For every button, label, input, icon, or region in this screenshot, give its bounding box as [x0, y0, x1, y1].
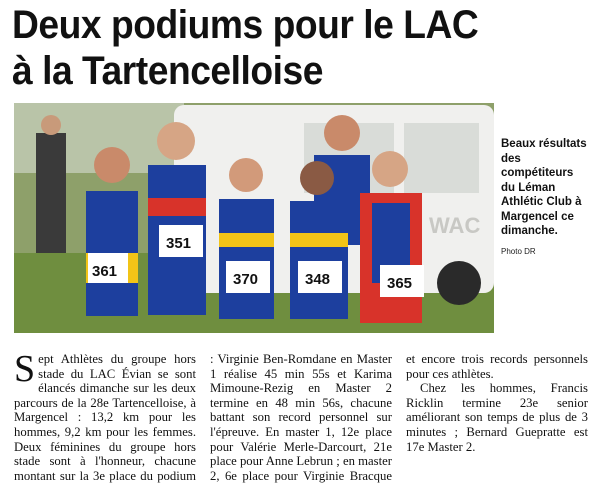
bib-370: 370 — [233, 271, 259, 288]
article-paragraph-2: Chez les hommes, Francis Ricklin termine 23e senior améliorant son temps de plus de 3 minutes ; Bernard Guepratte est 17e Master 2. — [406, 381, 588, 454]
photo-bystander-head — [41, 115, 61, 135]
dropcap: S — [14, 348, 36, 390]
article-paragraph-1-text: ept Athlètes du groupe hors stade du LAC Évian se sont élancés dimanche sur les deux parcours de la 28e Tartencelloise, à Margencel : 13,2 km pour les hommes, 9,2 km pour les femmes. Deux féminines du groupe hors stade sont à l'honneur, chacune montant sur la 3e place du podium : Virginie Ben-Romdane en Master 1 réalise 45 min 55s et Karima Mimoune-Rezig en Master 2 termine en 48 min 56s, chacune battant son record personnel sur l'épreuve. En master 1, 12e place pour Valérie Merle-Darcourt, 21e place pour Anne Lebrun ; en master 2, 6e place pour Virginie Bracque et encore trois records personnels pour ces athlètes. — [14, 352, 588, 483]
article-body — [14, 348, 588, 502]
photo-caption: Beaux résultats des compétiteurs du Léman Athlétic Club à Margencel ce dimanche. — [501, 138, 587, 237]
headline-line-2: à la Tartencelloise — [12, 49, 323, 93]
headline — [12, 2, 542, 94]
photo-credit: Photo DR — [501, 247, 536, 256]
photo-van-wheel — [437, 261, 481, 305]
team-photo-illustration — [14, 103, 494, 333]
team-photo — [14, 103, 494, 333]
photo-van-lettering: WAC — [429, 213, 481, 238]
bib-351: 351 — [166, 235, 192, 252]
photo-van-window-rear — [404, 123, 479, 193]
bib-365: 365 — [387, 275, 413, 292]
photo-bystander — [36, 133, 66, 253]
bib-361: 361 — [92, 263, 118, 280]
headline-line-1: Deux podiums pour le LAC — [12, 3, 479, 47]
bib-348: 348 — [305, 271, 331, 288]
